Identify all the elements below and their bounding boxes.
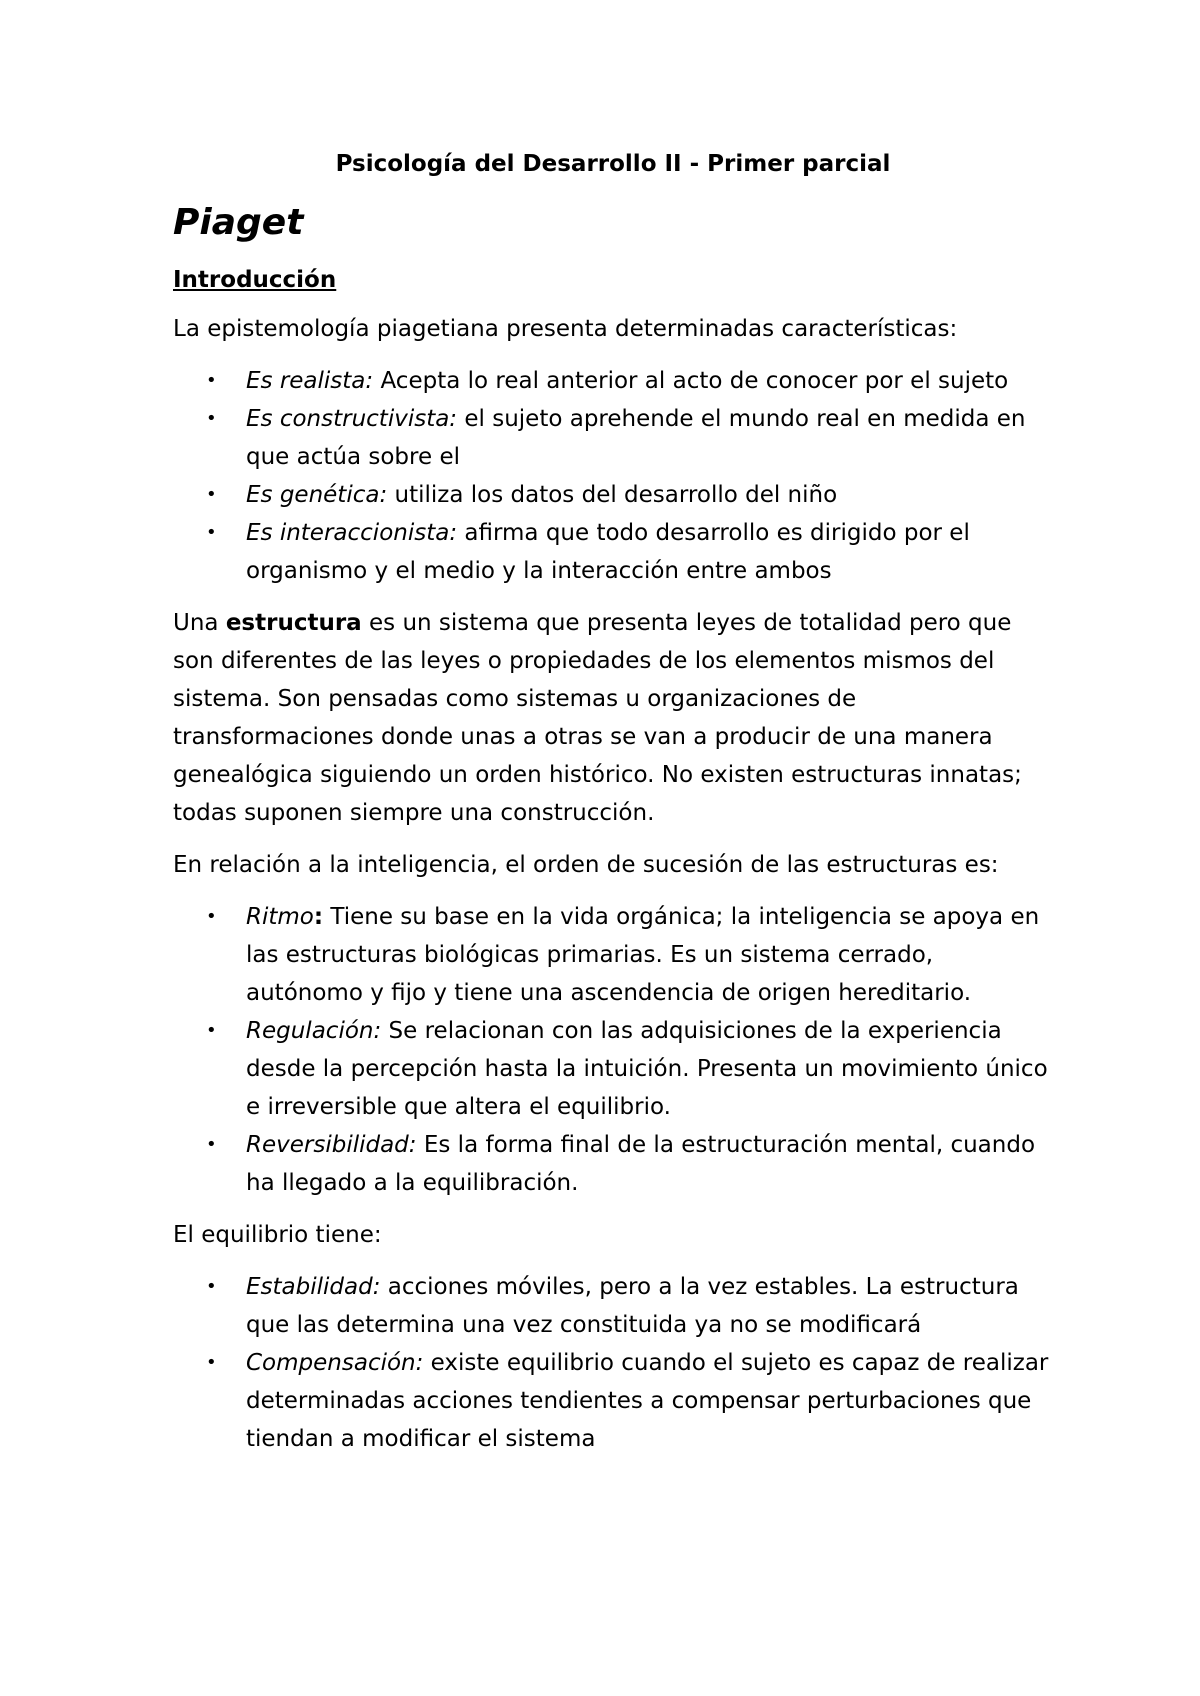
structure-term: estructura <box>225 610 362 636</box>
equilibrium-list <box>173 1268 1053 1458</box>
list-item <box>173 1268 1053 1344</box>
structure-paragraph <box>173 604 1053 832</box>
list-item-text: existe equilibrio cuando el sujeto es capaz de realizar determinadas acciones tendientes a compensar perturbaciones que tiendan a modificar el sistema <box>246 1350 1049 1452</box>
list-item-term: Es interaccionista: <box>246 520 458 546</box>
bullet-icon: • <box>206 1020 217 1041</box>
document-body <box>173 148 1053 1472</box>
list-item-text: utiliza los datos del desarrollo del niño <box>387 482 838 508</box>
characteristics-list <box>173 362 1053 590</box>
list-item-text: afirma que todo desarrollo es dirigido por el organismo y el medio y la interacción entre ambos <box>246 520 970 584</box>
list-item-text: Es la forma final de la estructuración mental, cuando ha llegado a la equilibración. <box>246 1132 1036 1196</box>
bullet-icon: • <box>206 522 217 543</box>
list-item <box>173 514 1053 590</box>
intelligence-list <box>173 898 1053 1202</box>
list-item <box>173 362 1053 400</box>
list-item-term: Es genética: <box>246 482 388 508</box>
bullet-icon: • <box>206 408 217 429</box>
section-heading-introduccion: Introducción <box>173 267 337 293</box>
heading-piaget: Piaget <box>173 202 304 243</box>
list-item-text: acciones móviles, pero a la vez estables. La estructura que las determina una vez constituida ya no se modificará <box>246 1274 1019 1338</box>
structure-text-before: Una <box>173 610 226 636</box>
list-item <box>173 898 1053 1012</box>
list-item <box>173 1344 1053 1458</box>
structure-text-after: es un sistema que presenta leyes de totalidad pero que son diferentes de las leyes o propiedades de los elementos mismos del sistema. Son pensadas como sistemas u organizaciones de transformaciones donde unas a otras se van a producir de una manera genealógica siguiendo un orden histórico. No existen estructuras innatas; todas suponen siempre una construcción. <box>173 610 1022 826</box>
bullet-icon: • <box>206 370 217 391</box>
bullet-icon: • <box>206 1352 217 1373</box>
list-item-term: Compensación: <box>246 1350 424 1376</box>
list-item-term: Estabilidad: <box>246 1274 381 1300</box>
intelligence-intro: En relación a la inteligencia, el orden de sucesión de las estructuras es: <box>173 852 999 878</box>
list-item-term: Es realista: <box>246 368 374 394</box>
bullet-icon: • <box>206 906 217 927</box>
list-item-text: Acepta lo real anterior al acto de conocer por el sujeto <box>373 368 1009 394</box>
list-item-term: Ritmo <box>246 904 314 930</box>
list-item-text: Se relacionan con las adquisiciones de la experiencia desde la percepción hasta la intuición. Presenta un movimiento único e irreversible que altera el equilibrio. <box>246 1018 1048 1120</box>
bullet-icon: • <box>206 484 217 505</box>
bullet-icon: • <box>206 1276 217 1297</box>
bullet-icon: • <box>206 1134 217 1155</box>
list-item <box>173 400 1053 476</box>
list-item <box>173 476 1053 514</box>
intro-paragraph: La epistemología piagetiana presenta determinadas características: <box>173 316 958 342</box>
equilibrium-intro: El equilibrio tiene: <box>173 1222 382 1248</box>
list-item-term: Regulación: <box>246 1018 382 1044</box>
list-item-text: Tiene su base en la vida orgánica; la inteligencia se apoya en las estructuras biológicas primarias. Es un sistema cerrado, autónomo y fijo y tiene una ascendencia de origen hereditario. <box>246 904 1040 1006</box>
list-item-term: Es constructivista: <box>246 406 458 432</box>
list-item-text: el sujeto aprehende el mundo real en medida en que actúa sobre el <box>246 406 1026 470</box>
list-item-term: Reversibilidad: <box>246 1132 417 1158</box>
document-title: Psicología del Desarrollo II - Primer parcial <box>335 151 891 177</box>
list-item <box>173 1126 1053 1202</box>
list-item <box>173 1012 1053 1126</box>
list-item-colon: : <box>313 904 324 930</box>
